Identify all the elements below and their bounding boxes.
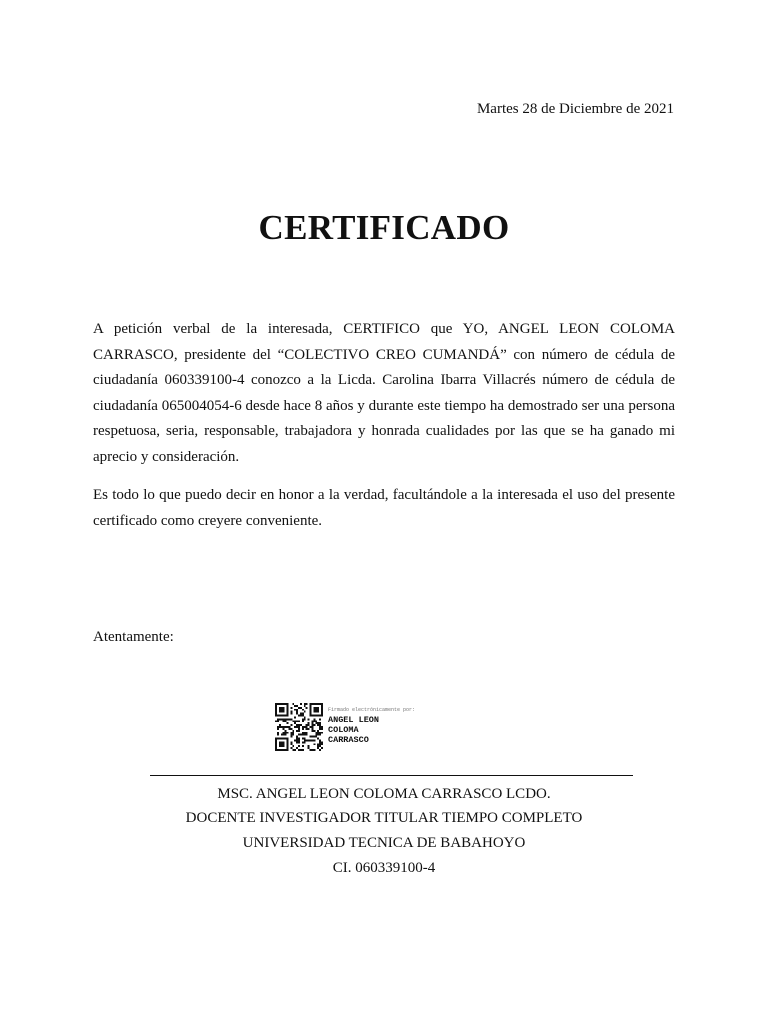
signer-name: MSC. ANGEL LEON COLOMA CARRASCO LCDO. (217, 786, 551, 802)
document-title: CERTIFICADO (258, 208, 510, 247)
signature-text (328, 707, 415, 745)
qr-code-icon (275, 703, 323, 751)
document-date: Martes 28 de Diciembre de 2021 (476, 101, 674, 117)
signer-institution: UNIVERSIDAD TECNICA DE BABAHOYO (242, 835, 526, 851)
body-paragraph-2: Es todo lo que puedo decir en honor a la verdad, facultándole a la interesada el uso del presente certificado como creyere conveniente. (93, 487, 675, 529)
body-paragraph-1: A petición verbal de la interesada, CERTIFICO que YO, ANGEL LEON COLOMA CARRASCO, presidente del “COLECTIVO CREO CUMANDÁ” con número de cédula de ciudadanía 060339100-4 conozco a la Licda. Carolina Ibarra Villacrés número de cédula de ciudadanía 065004054-6 desde hace 8 años y durante este tiempo ha demostrado ser una persona respetuosa, seria, responsable, trabajadora y honrada cualidades por las que se ha ganado mi aprecio y consideración. (93, 321, 675, 465)
signature-caption: Firmado electrónicamente por: (328, 707, 416, 713)
signature-line (150, 775, 633, 776)
signature-name-line-1: ANGEL LEON (328, 715, 380, 725)
signature-name-line-2: COLOMA (328, 725, 359, 735)
signer-id: CI. 060339100-4 (332, 860, 436, 876)
signer-position: DOCENTE INVESTIGADOR TITULAR TIEMPO COMPLETO (185, 810, 583, 826)
signature-name-line-3: CARRASCO (328, 735, 369, 745)
electronic-signature (275, 703, 435, 751)
closing-salutation: Atentamente: (93, 629, 174, 645)
